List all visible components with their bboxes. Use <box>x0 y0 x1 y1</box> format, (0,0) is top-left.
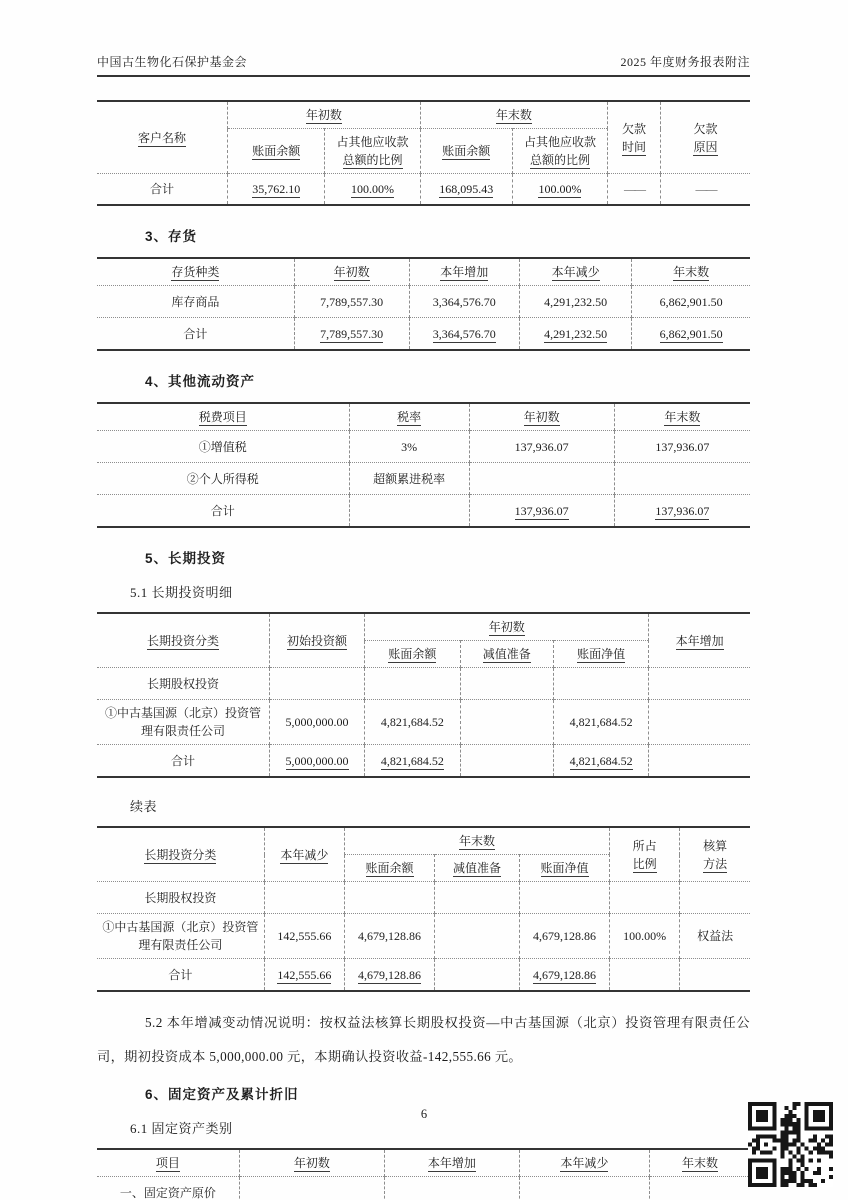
cell <box>519 882 609 914</box>
header-label: 减值准备 <box>453 861 502 875</box>
header-line1: 占其他应收款 <box>336 135 409 149</box>
header-label: 账面余额 <box>388 647 437 661</box>
header-label: 本年减少 <box>560 1156 609 1171</box>
cell <box>435 914 520 959</box>
col-header-share-ratio <box>610 827 680 882</box>
col-header <box>519 1149 649 1177</box>
header-label: 账面余额 <box>252 144 301 158</box>
page-content <box>97 0 750 1200</box>
other-current-assets-table <box>97 402 750 528</box>
long-term-investment-begin-table <box>97 612 750 778</box>
table-row <box>97 1149 750 1177</box>
col-header-classification <box>97 827 264 882</box>
cell <box>469 463 614 495</box>
col-header-increase <box>649 613 750 668</box>
row-label: 库存商品 <box>97 286 294 318</box>
cell <box>519 1177 649 1200</box>
col-header-initial-investment <box>269 613 364 668</box>
cell: 3% <box>349 431 469 463</box>
cell <box>553 668 648 700</box>
header-line1: 欠款 <box>693 121 718 136</box>
cell <box>384 1177 519 1200</box>
cell <box>661 174 751 206</box>
cell <box>614 495 750 528</box>
row-label: 一、固定资产原价 <box>97 1177 239 1200</box>
cell <box>512 174 607 206</box>
total-label: 合计 <box>97 174 228 206</box>
header-line1: 所占 <box>632 838 657 853</box>
section-4-heading: 4、其他流动资产 <box>145 374 256 389</box>
cell <box>264 882 344 914</box>
cell <box>680 882 750 914</box>
cell <box>469 495 614 528</box>
header-label: 年初数 <box>305 108 342 122</box>
header-line2: 总额的比例 <box>529 153 590 167</box>
header-line2: 原因 <box>693 139 718 154</box>
cell <box>649 700 750 745</box>
header-label: 年末数 <box>681 1156 718 1171</box>
total-label: 合计 <box>97 745 269 778</box>
col-header <box>649 1149 750 1177</box>
value: 7,789,557.30 <box>320 326 384 341</box>
cell <box>239 1177 384 1200</box>
header-label: 税率 <box>397 410 422 424</box>
table-row <box>97 613 750 641</box>
table-row <box>97 827 750 855</box>
col-header-ratio <box>325 129 420 174</box>
header-label: 存货种类 <box>171 265 220 279</box>
header-label: 账面余额 <box>442 144 491 158</box>
value: 4,821,684.52 <box>569 753 633 768</box>
col-header <box>97 1149 239 1177</box>
value: 168,095.43 <box>439 182 494 196</box>
table-row <box>97 700 750 745</box>
table-row <box>97 258 750 286</box>
header-label: 账面余额 <box>365 861 414 875</box>
header-label: 账面净值 <box>540 861 589 875</box>
page-number: 6 <box>420 1107 428 1121</box>
header-line2: 方法 <box>703 856 728 871</box>
cell <box>649 1177 750 1200</box>
value: 3,364,576.70 <box>432 326 496 341</box>
header-label: 长期投资分类 <box>146 633 219 648</box>
header-label: 客户名称 <box>138 130 187 145</box>
cell <box>553 745 648 778</box>
col-group-end <box>420 101 607 129</box>
cell <box>420 174 512 206</box>
cell: 100.00% <box>610 914 680 959</box>
col-header <box>239 1149 384 1177</box>
col-header-book-balance <box>365 641 460 668</box>
value: 5,000,000.00 <box>285 753 349 768</box>
cell <box>264 959 344 992</box>
dash: —— <box>695 182 716 196</box>
cell: 5,000,000.00 <box>269 700 364 745</box>
col-header <box>97 403 349 431</box>
col-header <box>614 403 750 431</box>
col-header <box>632 258 750 286</box>
cell: 137,936.07 <box>614 431 750 463</box>
cell <box>435 959 520 992</box>
cell <box>365 745 460 778</box>
total-label: 合计 <box>97 318 294 351</box>
col-header-impairment <box>460 641 553 668</box>
header-label: 账面净值 <box>577 647 626 661</box>
col-header <box>519 258 631 286</box>
note-5-2: 5.2 本年增减变动情况说明：按权益法核算长期股权投资—中古基国源（北京）投资管理有限责任公司，期初投资成本 5,000,000.00 元，本期确认投资收益-142,555.66 元。 <box>97 1015 750 1064</box>
row-label: ①中古基国源（北京）投资管理有限责任公司 <box>97 914 264 959</box>
col-group-begin <box>228 101 421 129</box>
continued-table-label: 续表 <box>130 799 158 814</box>
header-label: 本年增加 <box>427 1156 476 1171</box>
table-row <box>97 668 750 700</box>
section-6-heading: 6、固定资产及累计折旧 <box>145 1087 299 1103</box>
header-label: 年末数 <box>673 265 710 279</box>
col-header <box>349 403 469 431</box>
table-row <box>97 101 750 129</box>
col-header-net-value <box>553 641 648 668</box>
header-label: 减值准备 <box>482 647 531 661</box>
row-label: ①中古基国源（北京）投资管理有限责任公司 <box>97 700 269 745</box>
total-label: 合计 <box>97 495 349 528</box>
cell <box>228 174 325 206</box>
cell <box>460 745 553 778</box>
cell <box>269 668 364 700</box>
section-5-1-subheading: 5.1 长期投资明细 <box>130 585 233 600</box>
table-row <box>97 1177 750 1200</box>
header-label: 年初数 <box>333 265 370 279</box>
row-label: ②个人所得税 <box>97 463 349 495</box>
value: 4,679,128.86 <box>358 967 422 982</box>
section-5-heading: 5、长期投资 <box>145 551 227 566</box>
cell <box>409 318 519 351</box>
value: 6,862,901.50 <box>659 326 723 341</box>
cell <box>610 959 680 992</box>
cell: 4,679,128.86 <box>344 914 434 959</box>
cell <box>294 318 409 351</box>
col-header-book-balance <box>344 855 434 882</box>
col-header-customer <box>97 101 228 174</box>
col-header <box>384 1149 519 1177</box>
col-header-classification <box>97 613 269 668</box>
col-header <box>469 403 614 431</box>
cell <box>614 463 750 495</box>
header-label: 初始投资额 <box>287 633 348 648</box>
table-row <box>97 914 750 959</box>
row-label: 长期股权投资 <box>97 668 269 700</box>
col-group-begin <box>365 613 649 641</box>
header-line2: 时间 <box>622 139 647 154</box>
header-label: 年末数 <box>495 108 532 122</box>
col-header-accounting-method <box>680 827 750 882</box>
value: 4,291,232.50 <box>544 326 608 341</box>
total-label: 合计 <box>97 959 264 992</box>
value: 4,821,684.52 <box>380 753 444 768</box>
value: 35,762.10 <box>252 182 301 196</box>
col-header <box>294 258 409 286</box>
col-header-impairment <box>435 855 520 882</box>
header-label: 本年减少 <box>551 265 600 279</box>
cell <box>649 745 750 778</box>
cell: 142,555.66 <box>264 914 344 959</box>
col-header-owe-reason <box>661 101 751 174</box>
value: 100.00% <box>351 182 395 196</box>
header-line1: 欠款 <box>622 121 647 136</box>
col-header <box>409 258 519 286</box>
row-label: ①增值税 <box>97 431 349 463</box>
cell <box>344 959 434 992</box>
dash: —— <box>624 182 645 196</box>
cell: 4,821,684.52 <box>365 700 460 745</box>
total-row <box>97 745 750 778</box>
cell <box>608 174 661 206</box>
value: 137,936.07 <box>655 503 710 518</box>
cell: 4,679,128.86 <box>519 914 609 959</box>
cell: 权益法 <box>680 914 750 959</box>
long-term-investment-end-table <box>97 826 750 992</box>
cell <box>365 668 460 700</box>
table-row <box>97 882 750 914</box>
section-3-heading: 3、存货 <box>145 229 198 244</box>
header-line1: 占其他应收款 <box>523 135 596 149</box>
cell <box>349 495 469 528</box>
header-label: 本年增加 <box>675 633 724 648</box>
cell: 3,364,576.70 <box>409 286 519 318</box>
cell <box>460 668 553 700</box>
total-row <box>97 174 750 206</box>
total-row <box>97 959 750 992</box>
value: 4,679,128.86 <box>533 967 597 982</box>
section-6-1-subheading: 6.1 固定资产类别 <box>130 1121 233 1137</box>
header-label: 年初数 <box>523 410 560 424</box>
col-header-decrease <box>264 827 344 882</box>
page-header <box>97 0 750 70</box>
doc-title: 2025 年度财务报表附注 <box>620 55 750 69</box>
table-row <box>97 403 750 431</box>
qr-code <box>748 1102 833 1187</box>
value: 142,555.66 <box>277 967 332 982</box>
cell <box>269 745 364 778</box>
col-header-book-balance <box>420 129 512 174</box>
col-header-net-value <box>519 855 609 882</box>
table-row <box>97 431 750 463</box>
value: 100.00% <box>538 182 582 196</box>
header-label: 本年减少 <box>280 847 329 862</box>
cell <box>649 668 750 700</box>
cell: 6,862,901.50 <box>632 286 750 318</box>
cell <box>519 959 609 992</box>
col-header-book-balance <box>228 129 325 174</box>
header-label: 税费项目 <box>198 410 247 424</box>
header-label: 本年增加 <box>440 265 489 279</box>
header-label: 年末数 <box>459 834 496 848</box>
header-line2: 比例 <box>632 856 657 871</box>
value: 137,936.07 <box>514 503 569 518</box>
cell <box>610 882 680 914</box>
col-header-owe-time <box>608 101 661 174</box>
org-name: 中国古生物化石保护基金会 <box>97 55 248 69</box>
cell <box>632 318 750 351</box>
cell: 4,821,684.52 <box>553 700 648 745</box>
col-group-end <box>344 827 609 855</box>
cell <box>325 174 420 206</box>
cell: 137,936.07 <box>469 431 614 463</box>
table-row <box>97 286 750 318</box>
table-row <box>97 463 750 495</box>
other-receivables-table <box>97 100 750 206</box>
cell <box>344 882 434 914</box>
cell <box>680 959 750 992</box>
cell: 4,291,232.50 <box>519 286 631 318</box>
header-label: 年初数 <box>293 1156 330 1171</box>
header-label: 年初数 <box>488 620 525 634</box>
cell <box>460 700 553 745</box>
row-label: 长期股权投资 <box>97 882 264 914</box>
header-label: 长期投资分类 <box>144 847 217 862</box>
header-label: 年末数 <box>664 410 701 424</box>
inventory-table <box>97 257 750 351</box>
header-line1: 核算 <box>703 838 728 853</box>
col-header <box>97 258 294 286</box>
total-row <box>97 495 750 528</box>
fixed-assets-table <box>97 1148 750 1200</box>
header-line2: 总额的比例 <box>342 153 403 167</box>
total-row <box>97 318 750 351</box>
cell: 7,789,557.30 <box>294 286 409 318</box>
header-rule <box>97 75 750 77</box>
cell: 超额累进税率 <box>349 463 469 495</box>
col-header-ratio <box>512 129 607 174</box>
header-label: 项目 <box>155 1156 180 1171</box>
cell <box>519 318 631 351</box>
cell <box>435 882 520 914</box>
